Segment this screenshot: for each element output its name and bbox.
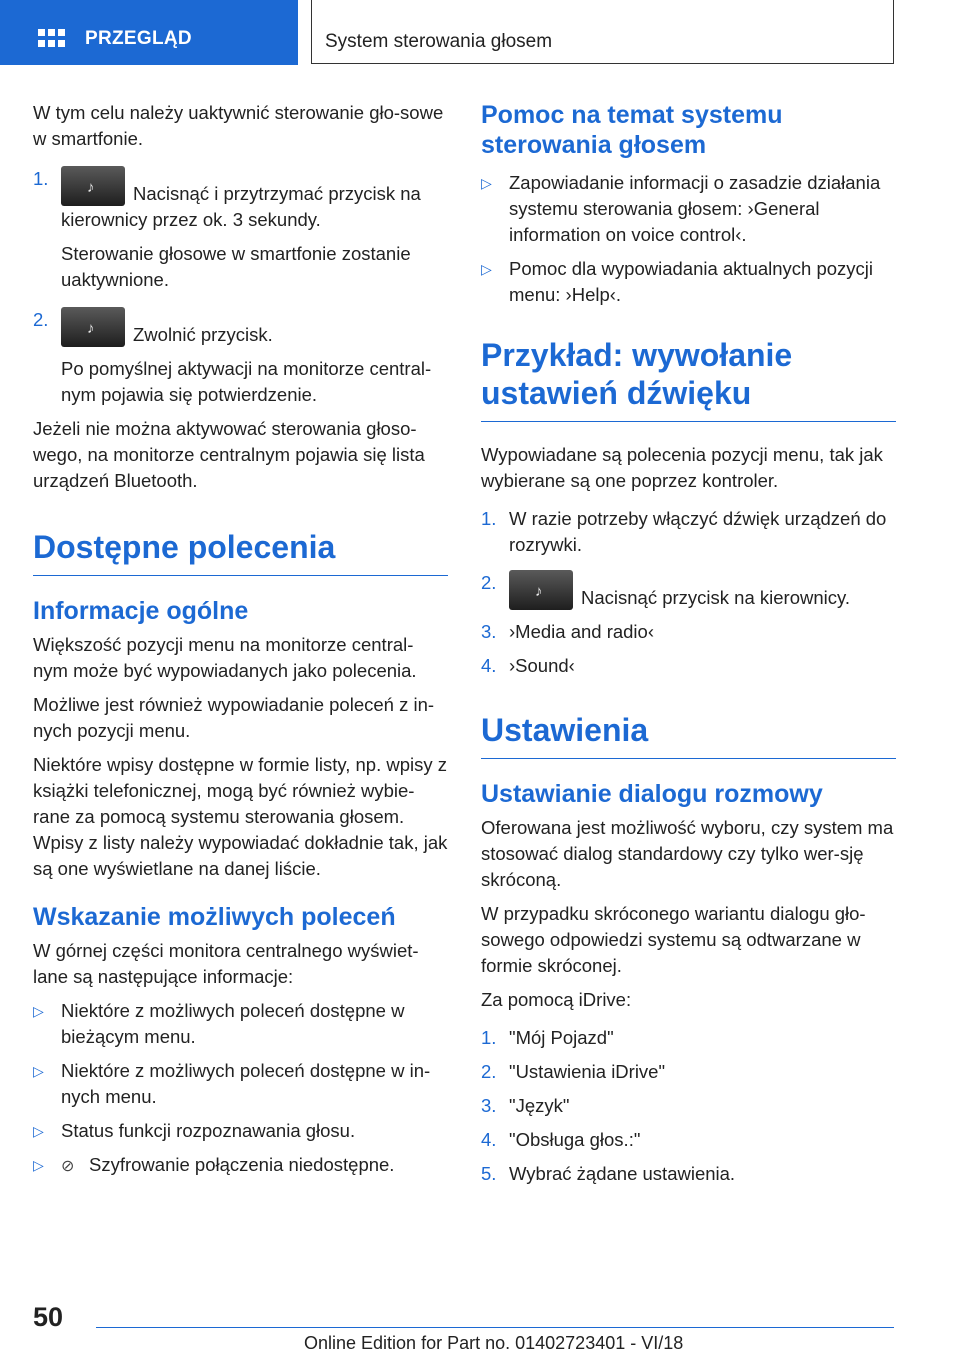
triangle-bullet-icon: ▷ <box>33 1157 44 1173</box>
step-text: Nacisnąć i przytrzymać przycisk na kierownicy przez ok. 3 sekundy. <box>61 183 421 230</box>
list-item: ▷ ⊘ Szyfrowanie połączenia niedostępne. <box>33 1152 448 1180</box>
heading-dialog: Ustawianie dialogu rozmowy <box>481 780 823 808</box>
overview-label: PRZEGLĄD <box>85 28 192 49</box>
list-item: ▷ Pomoc dla wypowiadania aktualnych pozycji menu: ›Help‹. <box>481 256 896 308</box>
general-p1: Większość pozycji menu na monitorze central-nym może być wypowiadanych jako polecenia. <box>33 634 417 681</box>
step-1 <box>33 166 448 293</box>
dialog-p2: W przypadku skróconego wariantu dialogu gło-sowego odpowiedzi systemu są odtwarzane w formie skróconej. <box>481 903 866 976</box>
triangle-bullet-icon: ▷ <box>33 1003 44 1019</box>
dialog-step: 1. "Mój Pojazd" <box>481 1027 614 1048</box>
step-text: Zwolnić przycisk. <box>133 324 273 345</box>
triangle-bullet-icon: ▷ <box>33 1123 44 1139</box>
dialog-step: 5. Wybrać żądane ustawienia. <box>481 1163 736 1184</box>
heading-example: Przykład: wywołanie ustawień dźwięku <box>481 336 896 422</box>
dialog-step: 4. "Obsługa głos.:" <box>481 1129 641 1150</box>
step-4: 4. ›Sound‹ <box>481 655 575 676</box>
step-1: 1. W razie potrzeby włączyć dźwięk urządzeń do rozrywki. <box>481 508 887 555</box>
example-text: Wypowiadane są polecenia pozycji menu, tak jak wybierane są one poprzez kontroler. <box>481 444 883 491</box>
triangle-bullet-icon: ▷ <box>33 1063 44 1079</box>
list-item: ▷ Zapowiadanie informacji o zasadzie działania systemu sterowania głosem: ›General information on voice control‹. <box>481 170 896 248</box>
voice-button-icon <box>509 570 573 610</box>
section-header <box>311 0 894 64</box>
edition-text: Online Edition for Part no. 01402723401 - VI/18 <box>304 1333 684 1353</box>
list-item: ▷ Status funkcji rozpoznawania głosu. <box>33 1118 448 1144</box>
step-2: 2. ♪Nacisnąć przycisk na kierownicy. <box>481 570 896 611</box>
dialog-step: 3. "Język" <box>481 1095 570 1116</box>
page-number: 50 <box>33 1302 64 1332</box>
bluetooth-note: Jeżeli nie można aktywować sterowania głoso-wego, na monitorze centralnym pojawia się lista urządzeń Bluetooth. <box>33 418 425 491</box>
step-number: 2. <box>33 309 49 330</box>
voice-button-icon <box>61 166 125 206</box>
encryption-off-icon: ⊘ <box>61 1158 75 1175</box>
heading-available-commands: Dostępne polecenia <box>33 528 448 576</box>
triangle-bullet-icon: ▷ <box>481 261 492 277</box>
heading-help: Pomoc na temat systemu sterowania głosem <box>481 101 783 159</box>
indicate-text: W górnej części monitora centralnego wyświet-lane są następujące informacje: <box>33 940 419 987</box>
step-3: 3. ›Media and radio‹ <box>481 621 654 642</box>
triangle-bullet-icon: ▷ <box>481 175 492 191</box>
left-column <box>33 100 448 1188</box>
general-p3: Niektóre wpisy dostępne w formie listy, np. wpisy z książki telefonicznej, mogą być również wybie-rane za pomocą systemu sterowania głosem. Wpisy z listy należy wypowiadać dokładnie tak, jak są one wyświetlane na danej liście. <box>33 754 448 879</box>
section-title: System sterowania głosem <box>325 31 553 52</box>
intro-text: W tym celu należy uaktywnić sterowanie gło-sowe w smartfonie. <box>33 102 444 149</box>
overview-tab[interactable] <box>0 0 298 65</box>
heading-possible-commands: Wskazanie możliwych poleceń <box>33 903 396 931</box>
list-item: ▷ Niektóre z możliwych poleceń dostępne w in-nych menu. <box>33 1058 448 1110</box>
general-p2: Możliwe jest również wypowiadanie poleceń z in-nych pozycji menu. <box>33 694 435 741</box>
step-2 <box>33 307 448 408</box>
step-subtext: Sterowanie głosowe w smartfonie zostanie uaktywnione. <box>61 243 411 290</box>
step-number: 1. <box>33 168 49 189</box>
voice-button-icon <box>61 307 125 347</box>
step-subtext: Po pomyślnej aktywacji na monitorze central-nym pojawia się potwierdzenie. <box>61 358 432 405</box>
heading-general-info: Informacje ogólne <box>33 597 249 625</box>
right-column <box>481 100 896 1195</box>
list-item: ▷ Niektóre z możliwych poleceń dostępne w bieżącym menu. <box>33 998 448 1050</box>
footer-divider <box>96 1327 894 1328</box>
grid-icon <box>38 29 66 51</box>
dialog-p1: Oferowana jest możliwość wyboru, czy system ma stosować dialog standardowy czy tylko wer-sję skróconą. <box>481 817 894 890</box>
heading-settings: Ustawienia <box>481 711 896 759</box>
dialog-p3: Za pomocą iDrive: <box>481 989 632 1010</box>
dialog-step: 2. "Ustawienia iDrive" <box>481 1061 666 1082</box>
